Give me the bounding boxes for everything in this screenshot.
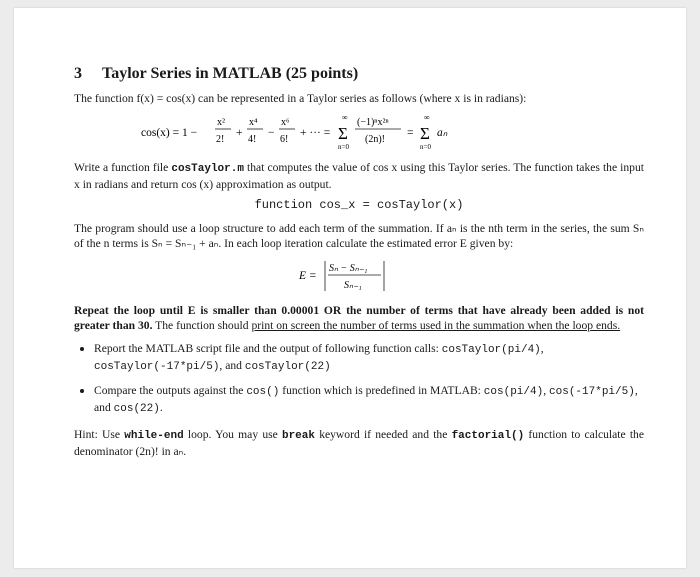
svg-text:(2n)!: (2n)! [365, 134, 385, 145]
hint-paragraph: Hint: Use while-end loop. You may use break keyword if needed and the factorial() function to calculate the denominator (2n)! in aₙ. [74, 428, 644, 458]
repeat-paragraph: Repeat the loop until E is smaller than 0.00001 OR the number of terms that have already been added is not greater than 30. The function should print on screen the number of terms used in the summation when the loop ends. [74, 304, 644, 332]
list-item: • Report the MATLAB script file and the output of following function calls: cosTaylor(pi/4), cosTaylor(-17*pi/5), and cosTaylor(22) [94, 341, 644, 375]
section-title: Taylor Series in MATLAB (25 points) [102, 65, 359, 82]
svg-text:∞: ∞ [424, 113, 430, 122]
document-page [14, 8, 686, 568]
error-lhs: E = [299, 270, 317, 282]
eq-lhs: cos(x) = 1 − [141, 127, 198, 139]
eq-term-2: x⁴ [249, 117, 258, 128]
svg-text:=: = [407, 127, 414, 139]
taylor-equation-svg [139, 112, 579, 152]
svg-text:6!: 6! [280, 134, 289, 145]
error-numerator: Sₙ − Sₙ₋₁ [329, 263, 368, 274]
eq-sum-upper: ∞ [342, 113, 348, 122]
repeat-condition: Repeat the loop until E is smaller than 0.00001 OR the number of terms that have already been added is not greater than 30. [74, 304, 644, 332]
error-equation-svg [289, 257, 429, 295]
document-content [74, 66, 644, 465]
eq-rhs: aₙ [437, 127, 448, 139]
eq-term-1: x² [217, 117, 225, 128]
print-requirement: print on screen the number of terms used in the summation when the loop ends. [251, 319, 621, 332]
section-number: 3 [74, 65, 82, 82]
file-name: cosTaylor.m [171, 163, 244, 175]
eq-term-3: x⁶ [281, 117, 290, 128]
loop-paragraph: The program should use a loop structure to add each term of the summation. If aₙ is the nth term in the series, the sum Sₙ of the n terms is Sₙ = Sₙ₋₁ + aₙ. In each loop iteration calculate the estimated error E given by: [74, 222, 644, 250]
eq-sum-lower: n=0 [338, 143, 349, 151]
svg-text:+ ··· =: + ··· = [300, 127, 331, 139]
task-paragraph: Write a function file cosTaylor.m that computes the value of cos x using this Taylor series. The function takes the input x in radians and return cos (x) approximation as output. [74, 161, 644, 191]
error-equation [74, 257, 644, 295]
sigma-symbol-2: Σ [420, 124, 430, 143]
taylor-equation [74, 112, 644, 152]
svg-text:n=0: n=0 [420, 143, 431, 151]
sigma-symbol: Σ [338, 124, 348, 143]
task-list [74, 341, 644, 417]
svg-text:(−1)ⁿx²ⁿ: (−1)ⁿx²ⁿ [357, 117, 389, 128]
svg-text:2!: 2! [216, 134, 225, 145]
list-item: • Compare the outputs against the cos() function which is predefined in MATLAB: cos(pi/4), cos(-17*pi/5), and cos(22). [94, 383, 644, 417]
error-denominator: Sₙ₋₁ [344, 280, 362, 291]
svg-text:+: + [236, 127, 243, 139]
svg-text:4!: 4! [248, 134, 257, 145]
svg-text:−: − [268, 127, 275, 139]
function-signature: function cos_x = cosTaylor(x) [254, 198, 464, 212]
intro-paragraph: The function f(x) = cos(x) can be represented in a Taylor series as follows (where x is in radians): [74, 92, 527, 105]
section-heading [74, 66, 644, 81]
